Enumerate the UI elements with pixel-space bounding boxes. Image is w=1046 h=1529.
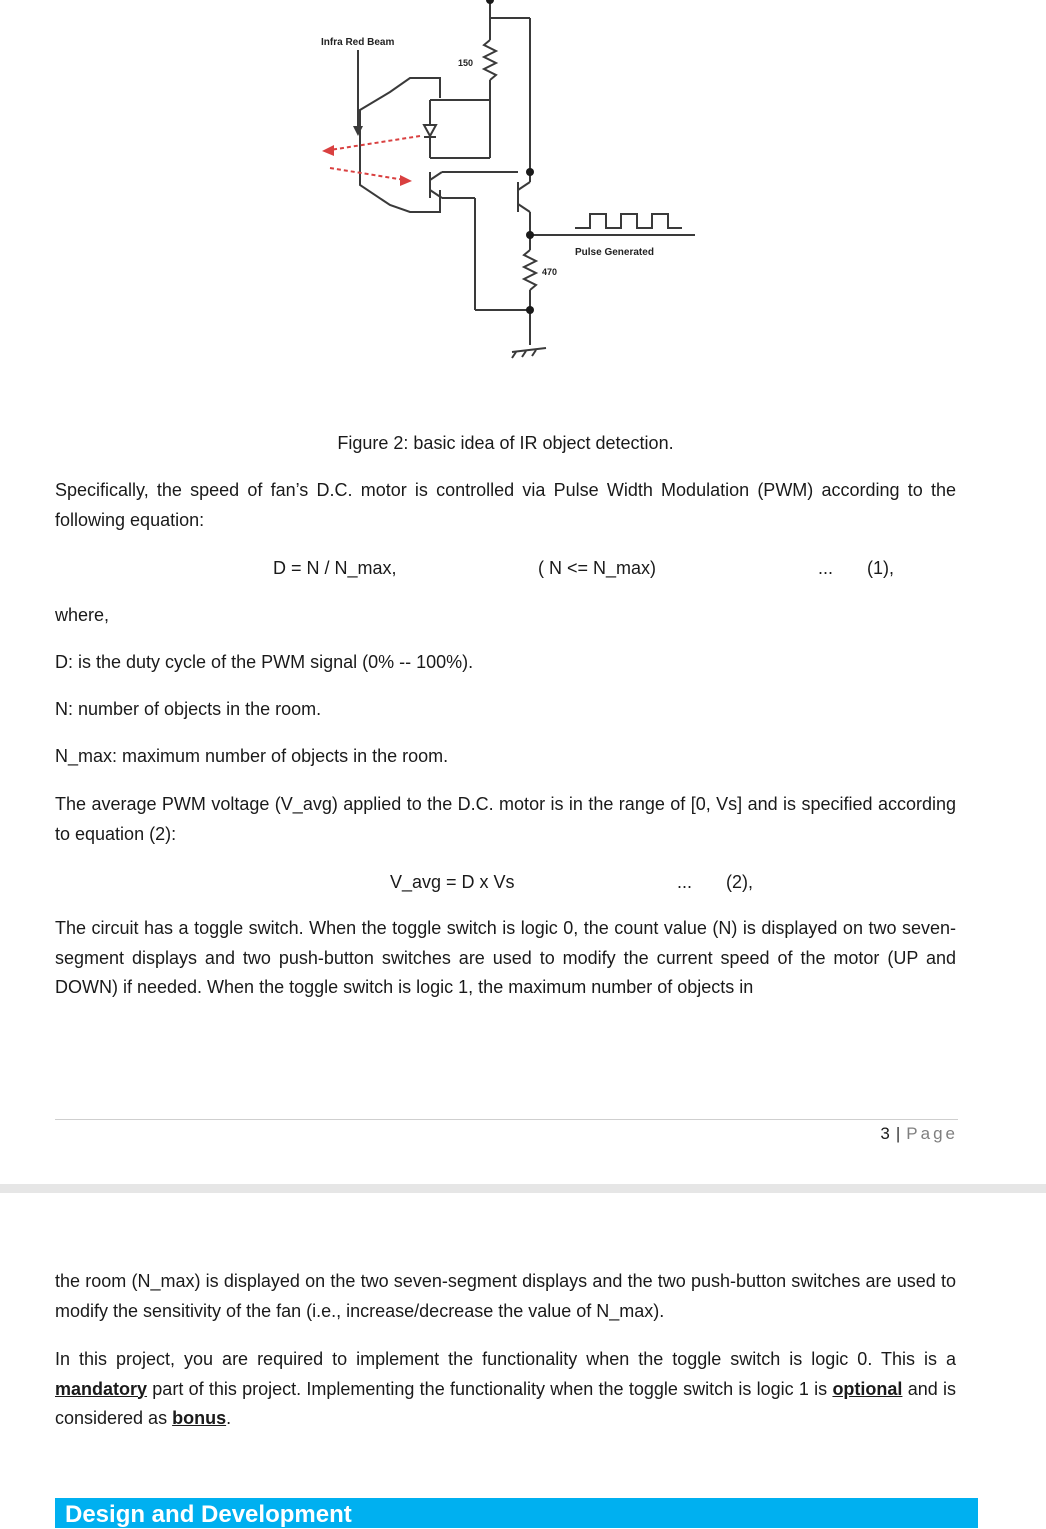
emphasis-mandatory: mandatory (55, 1378, 148, 1399)
section-title: Design and Development (65, 1501, 352, 1528)
paragraph-intro: Specifically, the speed of fan’s D.C. motor is controlled via Pulse Width Modulation (PWM) according to the following equation: (55, 480, 956, 530)
definition-d: D: is the duty cycle of the PWM signal (0% -- 100%). (55, 652, 474, 672)
paragraph-toggle-switch: The circuit has a toggle switch. When the toggle switch is logic 0, the count value (N) is displayed on two seven-segment displays and two push-button switches are used to modify the current speed of the motor (UP and DOWN) if needed. When the toggle switch is logic 1, the maximum number of objects in (55, 918, 956, 997)
page-separator (0, 1184, 1046, 1193)
equation-2-dots: ... (677, 872, 693, 892)
text-where: where, (55, 605, 110, 625)
equation-1-dots: ... (818, 558, 834, 578)
paragraph-project-requirements (55, 1345, 956, 1434)
page-number (880, 1124, 958, 1144)
equation-1-number: (1), (867, 558, 894, 578)
page-word: Page (906, 1124, 958, 1143)
figure-caption: Figure 2: basic idea of IR object detection. (337, 433, 674, 453)
equation-1-condition: ( N <= N_max) (538, 558, 657, 578)
definition-n-max: N_max: maximum number of objects in the room. (55, 746, 449, 766)
page-number-value: 3 (880, 1124, 890, 1143)
equation-2-expression: V_avg = D x Vs (390, 872, 515, 892)
definition-n: N: number of objects in the room. (55, 699, 322, 719)
req-text-2: part of this project. Implementing the functionality when the toggle switch is logic 1 is (152, 1378, 828, 1399)
label-pulse-generated: Pulse Generated (575, 247, 654, 258)
equation-1-expression: D = N / N_max, (273, 558, 397, 578)
req-text-4: . (226, 1408, 232, 1428)
label-infra-red-beam: Infra Red Beam (321, 37, 395, 48)
footer-divider (55, 1119, 958, 1120)
emphasis-bonus: bonus (172, 1408, 227, 1428)
label-resistor-150: 150 (458, 58, 474, 68)
ir-detection-circuit-diagram (290, 0, 710, 380)
document-page-4 (0, 1193, 1046, 1528)
equation-2-number: (2), (726, 872, 753, 892)
emphasis-optional: optional (832, 1378, 903, 1399)
paragraph-v-avg: The average PWM voltage (V_avg) applied to the D.C. motor is in the range of [0, Vs] and is specified according to equation (2): (55, 794, 956, 844)
req-text-1: In this project, you are required to implement the functionality when the toggle switch is logic 0. This is a (55, 1349, 956, 1369)
req-text-3: and is considered as (55, 1378, 956, 1428)
paragraph-continued: the room (N_max) is displayed on the two seven-segment displays and the two push-button switches are used to modify the sensitivity of the fan (i.e., increase/decrease the value of N_max). (55, 1271, 956, 1321)
label-resistor-470: 470 (542, 267, 558, 277)
section-header-bar (55, 1498, 978, 1528)
page-number-separator: | (895, 1124, 901, 1143)
